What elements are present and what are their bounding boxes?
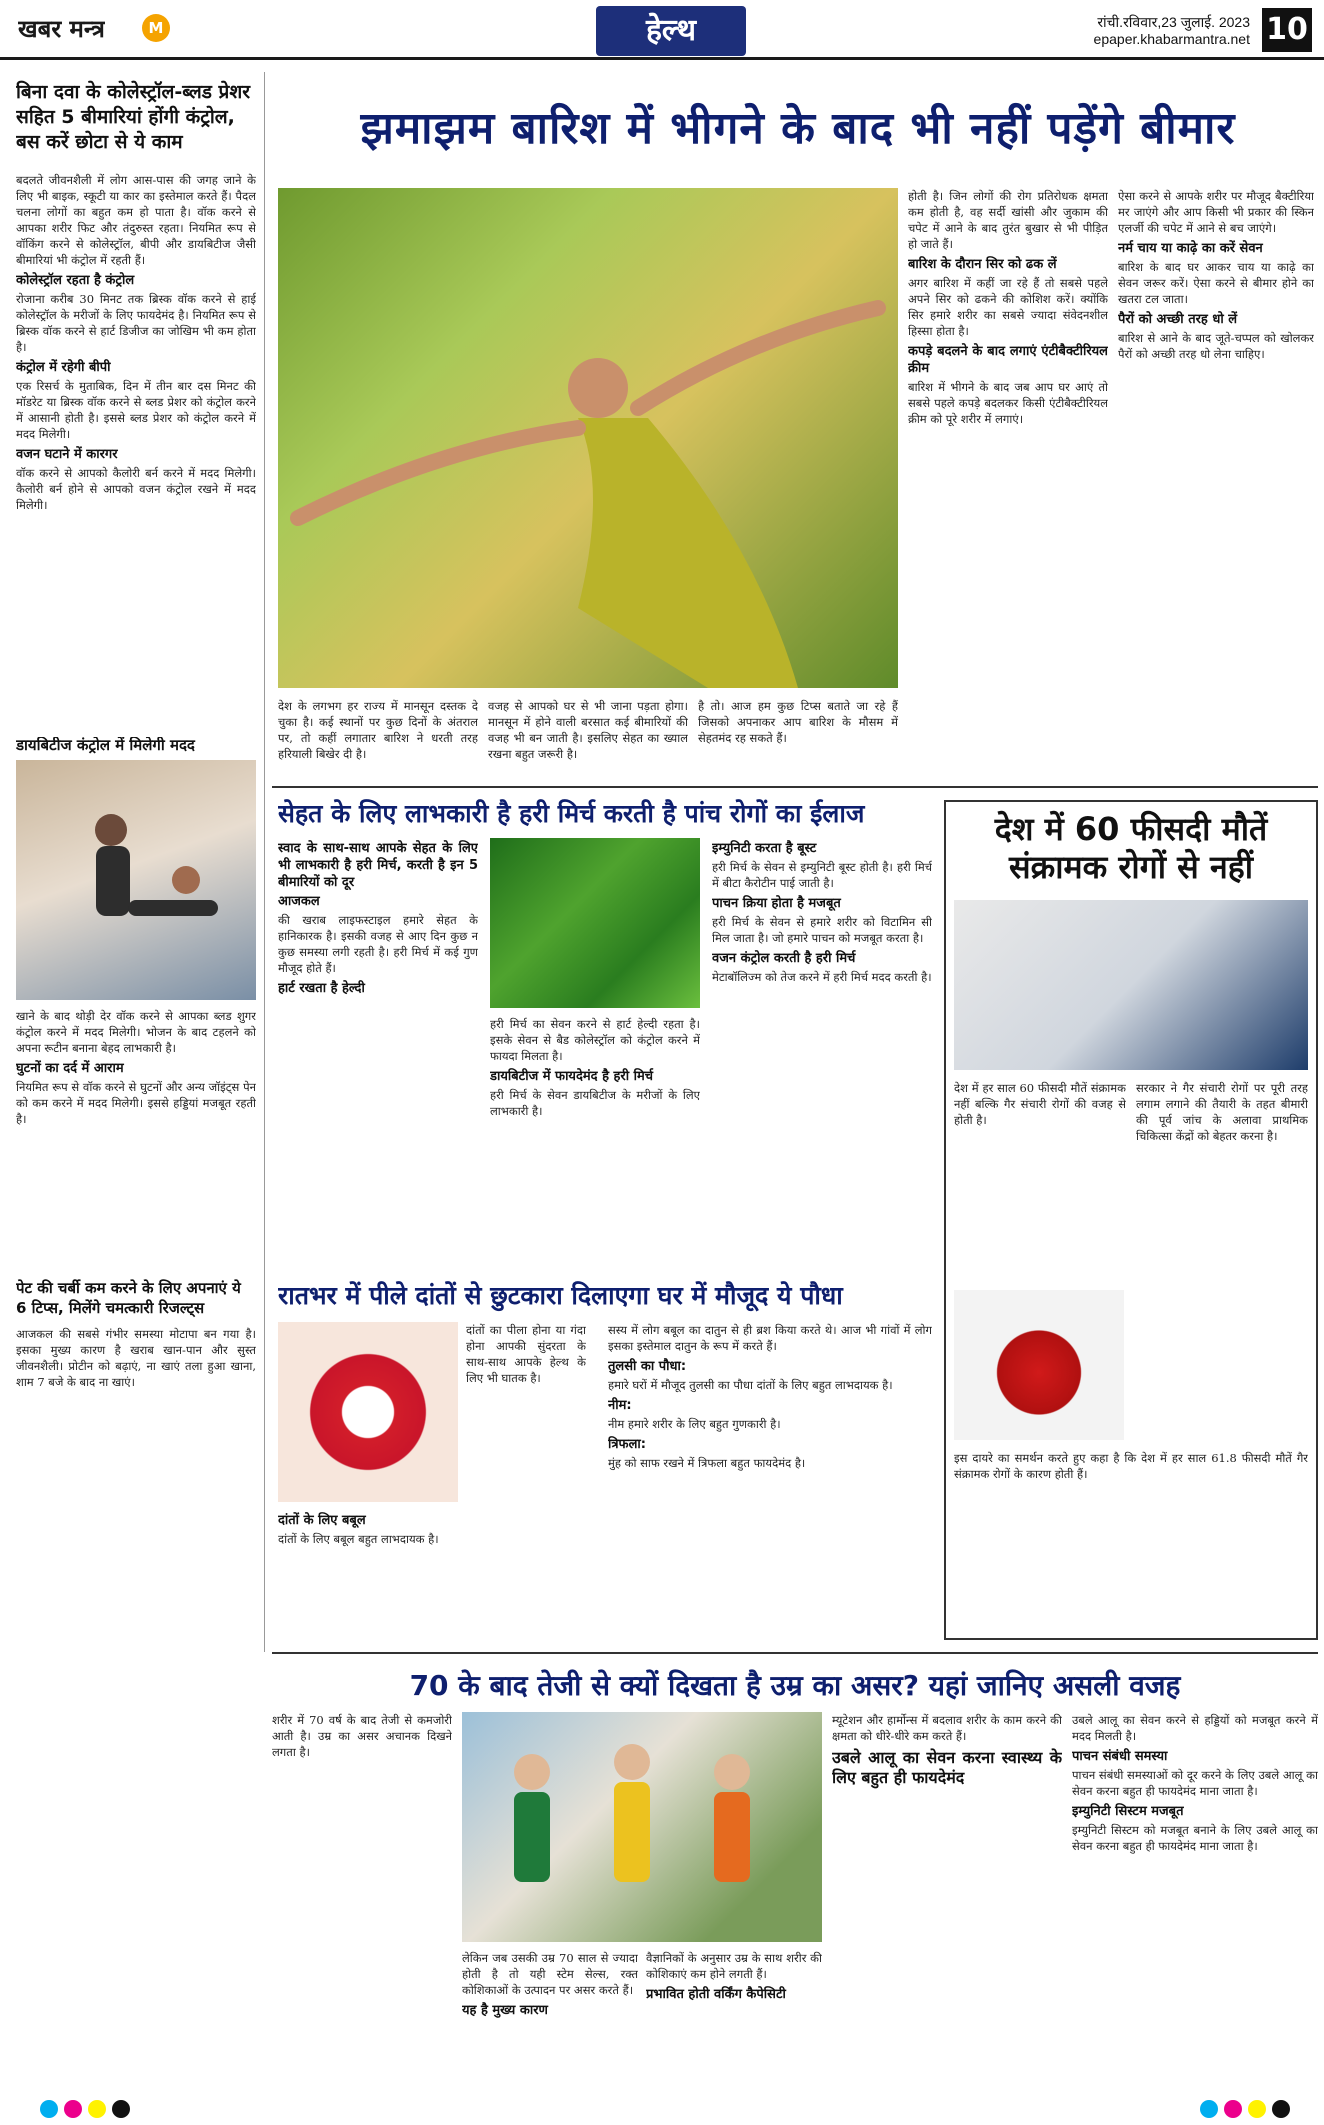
section-tab: हेल्थ bbox=[596, 6, 746, 56]
age-sub-1: यह है मुख्य कारण bbox=[462, 2003, 548, 2018]
age-para-4: म्यूटेशन और हार्मोन्स में बदलाव शरीर के काम करने की क्षमता को धीरे-धीरे कम करते हैं। bbox=[832, 1713, 1062, 1743]
main-col-b: है तो। आज हम कुछ टिप्स बताते जा रहे हैं जिसको अपनाकर आप बारिश के मौसम में सेहतमंद रह सकते हैं। bbox=[698, 699, 898, 745]
chili-lead: स्वाद के साथ-साथ आपके सेहत के लिए भी लाभकारी है हरी मिर्च, करती है इन 5 बीमारियों को दूर bbox=[278, 841, 478, 890]
date-text: रांची.रविवार,23 जुलाई. 2023 bbox=[1097, 14, 1250, 30]
left-para-5: नियमित रूप से वॉक करने से घुटनों और अन्य जॉइंट्स पेन को कम करने में मदद मिलेगी। इससे हड्डियां मजबूत रहती है। bbox=[16, 1080, 256, 1126]
teeth-col-2 bbox=[278, 1510, 598, 1640]
ncd-headline: देश में 60 फीसदी मौतें संक्रामक रोगों से नहीं bbox=[994, 810, 1268, 886]
r1-body-2: बारिश में भीगने के बाद जब आप घर आएं तो सबसे पहले कपड़े बदलकर किसी एंटीबैक्टीरियल क्रीम को पूरे शरीर में लगाएं। bbox=[908, 380, 1108, 426]
r2-sub: नर्म चाय या काढ़े का करें सेवन bbox=[1118, 241, 1263, 256]
r1-sub: बारिश के दौरान सिर को ढक लें bbox=[908, 257, 1057, 272]
bp-monitor-photo bbox=[954, 900, 1308, 1070]
chili-col-2 bbox=[490, 1016, 700, 1266]
left-divider bbox=[264, 72, 265, 1652]
elderly-figures-icon bbox=[462, 1712, 822, 1942]
left-headline: बिना दवा के कोलेस्ट्रॉल-ब्लड प्रेशर सहित 5 बीमारियां होंगी कंट्रोल, बस करें छोटा से ये काम bbox=[16, 81, 251, 153]
teeth-para-2: सस्य में लोग बबूल का दातुन से ही ब्रश किया करते थे। आज भी गांवों में लोग इसका इस्तेमाल दातुन के रूप में करते हैं। bbox=[608, 1323, 932, 1353]
chili-sub-5: पाचन क्रिया होता है मजबूत bbox=[712, 896, 841, 911]
age-para-6: पाचन संबंधी समस्याओं को दूर करने के लिए उबले आलू का सेवन करना बहुत ही फायदेमंद माना जाता है। bbox=[1072, 1768, 1318, 1798]
chili-sub-4: इम्युनिटी करता है बूस्ट bbox=[712, 841, 817, 856]
r2-sub-2: पैरों को अच्छी तरह धो लें bbox=[1118, 312, 1238, 327]
main-right-col-2 bbox=[1118, 188, 1314, 778]
chili-sub-1: आजकल bbox=[278, 894, 320, 909]
reg-dot-cyan-right bbox=[1200, 2100, 1218, 2118]
reg-dot-magenta bbox=[64, 2100, 82, 2118]
chili-para-5: हरी मिर्च के सेवन से हमारे शरीर को विटामिन सी मिल जाता है। जो हमारे पाचन को मजबूत करता है। bbox=[712, 915, 932, 945]
smile-photo bbox=[278, 1322, 458, 1502]
r1-sub-2: कपड़े बदलने के बाद लगाएं एंटीबैक्टीरियल क्रीम bbox=[908, 344, 1108, 376]
ncd-col-2: सरकार ने गैर संचारी रोगों पर पूरी तरह लगाम लगाने की तैयारी के तहत बीमारी की पूर्व जांच के अलावा प्राथमिक चिकित्सा केंद्रों को बेहतर करना है। bbox=[1136, 1081, 1308, 1143]
lower-rule bbox=[272, 1652, 1318, 1654]
chili-para-3: हरी मिर्च के सेवन डायबिटीज के मरीजों के लिए लाभकारी है। bbox=[490, 1088, 700, 1118]
age-para-5: उबले आलू का सेवन करने से हड्डियों को मजबूत करने में मदद मिलती है। bbox=[1072, 1713, 1318, 1743]
left-para-1: रोजाना करीब 30 मिनट तक ब्रिस्क वॉक करने से हाई कोलेस्ट्रॉल के मरीजों के लिए फायदेमंद है। नियमित रूप से ब्रिस्क वॉक करने से हार्ट डिजीज का जोखिम भी कम होता है। bbox=[16, 292, 256, 354]
main-right-col-1 bbox=[908, 188, 1108, 778]
left-sub-4: डायबिटीज कंट्रोल में मिलेगी मदद bbox=[16, 737, 195, 754]
age-sub-4: इम्युनिटी सिस्टम मजबूत bbox=[1072, 1804, 1184, 1819]
r1-body: अगर बारिश में कहीं जा रहे हैं तो सबसे पहले अपने सिर को ढकने की कोशिश करें। क्योंकि सिर हमारे शरीर का सबसे ज्यादा संवेदनशील हिस्सा होता है। bbox=[908, 276, 1108, 338]
teeth-col-1: दांतों का पीला होना या गंदा होना आपकी सुंदरता के साथ-साथ आपके हेल्थ के लिए भी घातक है। bbox=[466, 1323, 586, 1385]
teeth-para-6: मुंह को साफ रखने में त्रिफला बहुत फायदेमंद है। bbox=[608, 1456, 806, 1470]
chili-sub-6: वजन कंट्रोल करती है हरी मिर्च bbox=[712, 951, 856, 966]
main-col-a: वजह से आपको घर से भी जाना पड़ता होगा। मानसून में होने वाली बरसात कई बीमारियों की वजह भी बन जाती है। इसलिए सेहत का ख्याल रखना बहुत जरूरी है। bbox=[488, 699, 688, 761]
teeth-col-3 bbox=[608, 1322, 932, 1640]
left-sub-2: कंट्रोल में रहेगी बीपी bbox=[16, 360, 111, 375]
chili-para-6: मेटाबॉलिज्म को तेज करने में हरी मिर्च मदद करती है। bbox=[712, 970, 932, 984]
r1-para: होती है। जिन लोगों की रोग प्रतिरोधक क्षमता कम होती है, वह सर्दी खांसी और जुकाम की चपेट में आने के बाद तुरंत बुखार से भी पीड़ित हो जाते हैं। bbox=[908, 189, 1108, 251]
reg-dot-yellow-right bbox=[1248, 2100, 1266, 2118]
r2-para: ऐसा करने से आपके शरीर पर मौजूद बैक्टीरिया मर जाएंगे और आप किसी भी प्रकार की स्किन एलर्जी की चपेट में आने से बच जाएंगे। bbox=[1118, 189, 1314, 235]
teeth-sub-1: तुलसी का पौधा: bbox=[608, 1359, 687, 1374]
age-para-3: वैज्ञानिकों के अनुसार उम्र के साथ शरीर की कोशिकाएं कम होने लगती हैं। bbox=[646, 1951, 822, 1981]
yoga-photo bbox=[16, 760, 256, 1000]
age-col-4 bbox=[832, 1712, 1062, 2082]
dateline bbox=[1005, 14, 1250, 48]
age-col-2 bbox=[462, 1950, 638, 2082]
left-lower-article: आजकल की सबसे गंभीर समस्या मोटापा बन गया है। इसका मुख्य कारण है खराब खान-पान और सुस्त जीवनशैली। प्रोटीन को बढ़ाएं, ना खाएं तला हुआ खाना, शाम 7 बजे के बाद ना खाएं। bbox=[16, 1327, 256, 1389]
age-headline: 70 के बाद तेजी से क्यों दिखता है उम्र का असर? यहां जानिए असली वजह bbox=[409, 1669, 1181, 1702]
age-col-3 bbox=[646, 1950, 822, 2082]
site-text: epaper.khabarmantra.net bbox=[1093, 31, 1250, 47]
ncd-col-3: इस दायरे का समर्थन करते हुए कहा है कि देश में हर साल 61.8 फीसदी मौतें गैर संक्रामक रोगों के कारण होती हैं। bbox=[954, 1451, 1308, 1481]
left-intro: बदलते जीवनशैली में लोग आस-पास की जगह जाने के लिए भी बाइक, स्कूटी या कार का इस्तेमाल करते हैं। पैदल चलना लोगों का बहुत कम हो पाता है। वॉक करने से आपका शरीर फिट और तंदुरुस्त रहता। नियमित रूप से वॉकिंग करने से कोलेस्ट्रॉल, बीपी और डायबिटीज जैसी बीमारियां भी कंट्रोल में रहती हैं। bbox=[16, 173, 256, 267]
teeth-para-4: नीम हमारे शरीर के लिए बहुत गुणकारी है। bbox=[608, 1417, 781, 1431]
teeth-sub-2: नीम: bbox=[608, 1398, 632, 1413]
age-col-5 bbox=[1072, 1712, 1318, 2082]
left-sub-1: कोलेस्ट्रॉल रहता है कंट्रोल bbox=[16, 273, 135, 288]
left-para-4: खाने के बाद थोड़ी देर वॉक करने से आपका ब्लड शुगर कंट्रोल करने में मदद मिलेगी। भोजन के बाद टहलने को अपना रूटीन बनाना बेहद लाभकारी है। bbox=[16, 1009, 256, 1055]
elderly-exercise-photo bbox=[462, 1712, 822, 1942]
left-lower-headline: पेट की चर्बी कम करने के लिए अपनाएं ये 6 टिप्स, मिलेंगे चमत्कारी रिजल्ट्स bbox=[16, 1279, 241, 1317]
chili-headline: सेहत के लिए लाभकारी है हरी मिर्च करती है पांच रोगों का ईलाज bbox=[278, 799, 865, 828]
teeth-para-5: दांतों के लिए बबूल बहुत लाभदायक है। bbox=[278, 1532, 439, 1546]
left-para-3: वॉक करने से आपको कैलोरी बर्न करने में मदद मिलेगी। कैलोरी बर्न होने से आपको वजन कंट्रोल रखने में मदद मिलेगी। bbox=[16, 466, 256, 512]
reg-dot-black bbox=[112, 2100, 130, 2118]
left-sub-3: वजन घटाने में कारगर bbox=[16, 447, 118, 462]
heart-photo bbox=[954, 1290, 1124, 1440]
age-sub-5: प्रभावित होती वर्किंग कैपेसिटी bbox=[646, 1987, 786, 2002]
chili-photo bbox=[490, 838, 700, 1008]
reg-dot-cyan bbox=[40, 2100, 58, 2118]
woman-rain-figure-icon bbox=[278, 188, 898, 688]
age-sub-2: उबले आलू का सेवन करना स्वास्थ्य के लिए बहुत ही फायदेमंद bbox=[832, 1748, 1062, 1787]
ncd-col-1: देश में हर साल 60 फीसदी मौतें संक्रामक नहीं बल्कि गैर संचारी रोगों की वजह से होती है। bbox=[954, 1081, 1126, 1127]
page-number: 10 bbox=[1262, 8, 1312, 52]
left-article-2 bbox=[16, 1008, 256, 1268]
brand-badge-icon: M bbox=[142, 14, 170, 42]
age-para-7: इम्युनिटी सिस्टम को मजबूत बनाने के लिए उबले आलू का सेवन करना बहुत ही फायदेमंद माना जाता है। bbox=[1072, 1823, 1318, 1853]
chili-para-1: की खराब लाइफस्टाइल हमारे सेहत के हानिकारक है। इसकी वजह से आए दिन कुछ न कुछ समस्या लगी रहती है। हरी मिर्च में कई गुण मौजूद होते हैं। bbox=[278, 913, 478, 975]
left-para-2: एक रिसर्च के मुताबिक, दिन में तीन बार दस मिनट की मॉडरेट या ब्रिस्क वॉक करने से ब्लड प्रेशर को कंट्रोल करने में आसानी होती है। इससे ब्लड प्रेशर को कंट्रोल करने में मदद मिलेगी। bbox=[16, 379, 256, 441]
age-sub-3: पाचन संबंधी समस्या bbox=[1072, 1749, 1168, 1764]
main-headline: झमाझम बारिश में भीगने के बाद भी नहीं पड़ेंगे बीमार bbox=[360, 103, 1236, 154]
chili-col-1 bbox=[278, 838, 478, 1268]
brand-logo: खबर मन्त्र bbox=[18, 15, 105, 43]
reg-dot-yellow bbox=[88, 2100, 106, 2118]
left-article bbox=[16, 172, 256, 722]
main-caption: देश के लगभग हर राज्य में मानसून दस्तक दे चुका है। कई स्थानों पर कुछ दिनों के अंतराल पर, तो कहीं लगातार बारिश ने धरती तरह हरियाली बिखेर दी है। bbox=[278, 699, 478, 761]
chili-col-3 bbox=[712, 838, 932, 1268]
reg-dot-magenta-right bbox=[1224, 2100, 1242, 2118]
age-para-2: लेकिन जब उसकी उम्र 70 साल से ज्यादा होती है तो यही स्टेम सेल्स, रक्त कोशिकाओं के उत्पादन पर असर करते हैं। bbox=[462, 1951, 638, 1997]
reg-dot-black-right bbox=[1272, 2100, 1290, 2118]
yoga-figure-icon bbox=[16, 760, 256, 1000]
chili-sub-3: डायबिटीज में फायदेमंद है हरी मिर्च bbox=[490, 1069, 654, 1084]
chili-para-2: हरी मिर्च का सेवन करने से हार्ट हेल्दी रहता है। इसके सेवन से बैड कोलेस्ट्रॉल को कंट्रोल करने में फायदा मिलता है। bbox=[490, 1017, 700, 1063]
chili-sub-2: हार्ट रखता है हेल्दी bbox=[278, 981, 365, 996]
rain-photo bbox=[278, 188, 898, 688]
age-col-1: शरीर में 70 वर्ष के बाद तेजी से कमजोरी आती है। उम्र का असर अचानक दिखने लगता है। bbox=[272, 1713, 452, 1759]
teeth-sub-4: त्रिफला: bbox=[608, 1437, 646, 1452]
left-sub-5: घुटनों का दर्द में आराम bbox=[16, 1061, 124, 1076]
r2-body-2: बारिश से आने के बाद जूते-चप्पल को खोलकर पैरों को अच्छी तरह धो लेना चाहिए। bbox=[1118, 331, 1314, 361]
teeth-sub-3: दांतों के लिए बबूल bbox=[278, 1513, 366, 1528]
main-bottom-rule bbox=[272, 786, 1318, 788]
chili-para-4: हरी मिर्च के सेवन से इम्युनिटी बूस्ट होती है। हरी मिर्च में बीटा कैरोटीन पाई जाती है। bbox=[712, 860, 932, 890]
teeth-headline: रातभर में पीले दांतों से छुटकारा दिलाएगा घर में मौजूद ये पौधा bbox=[278, 1281, 843, 1310]
r2-body: बारिश के बाद घर आकर चाय या काढ़े का सेवन जरूर करें। ऐसा करने से बीमार होने का खतरा टल जाता। bbox=[1118, 260, 1314, 306]
teeth-para-3: हमारे घरों में मौजूद तुलसी का पौधा दांतों के लिए बहुत लाभदायक है। bbox=[608, 1378, 893, 1392]
